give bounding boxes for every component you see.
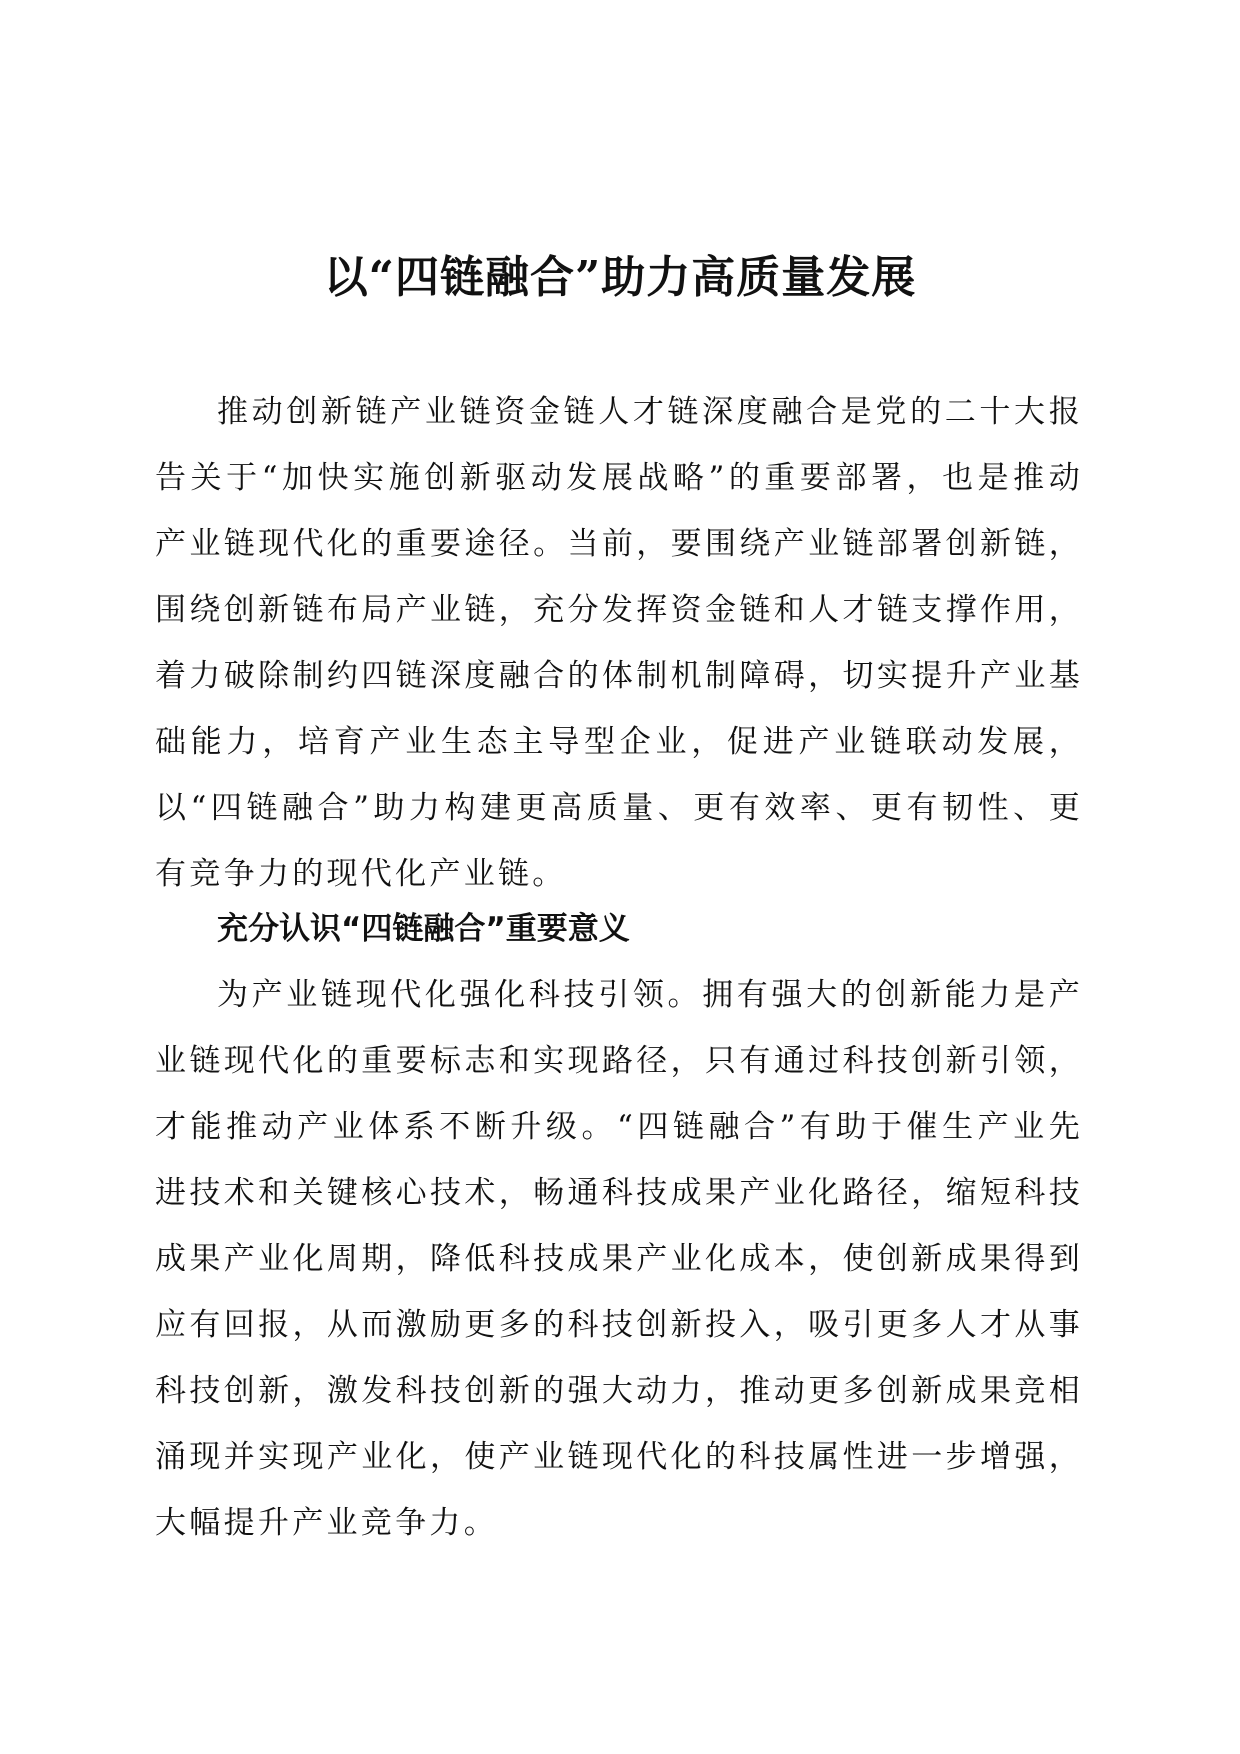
body-paragraph: 为产业链现代化强化科技引领。拥有强大的创新能力是产业链现代化的重要标志和实现路径，只有通过科技创新引领，才能推动产业体系不断升级。“四链融合”有助于催生产业先进技术和关键核心技术，畅通科技成果产业化路径，缩短科技成果产业化周期，降低科技成果产业化成本，使创新成果得到应有回报，从而激励更多的科技创新投入，吸引更多人才从事科技创新，激发科技创新的强大动力，推动更多创新成果竞相涌现并实现产业化，使产业链现代化的科技属性进一步增强，大幅提升产业竞争力。 <box>155 977 1083 1541</box>
section-heading: 充分认识“四链融合”重要意义 <box>217 911 630 947</box>
document-title: 以“四链融合”助力高质量发展 <box>323 252 917 303</box>
intro-paragraph: 推动创新链产业链资金链人才链深度融合是党的二十大报告关于“加快实施创新驱动发展战略”的重要部署，也是推动产业链现代化的重要途径。当前，要围绕产业链部署创新链，围绕创新链布局产业链，充分发挥资金链和人才链支撑作用，着力破除制约四链深度融合的体制机制障碍，切实提升产业基础能力，培育产业生态主导型企业，促进产业链联动发展，以“四链融合”助力构建更高质量、更有效率、更有韧性、更有竞争力的现代化产业链。 <box>155 394 1083 892</box>
